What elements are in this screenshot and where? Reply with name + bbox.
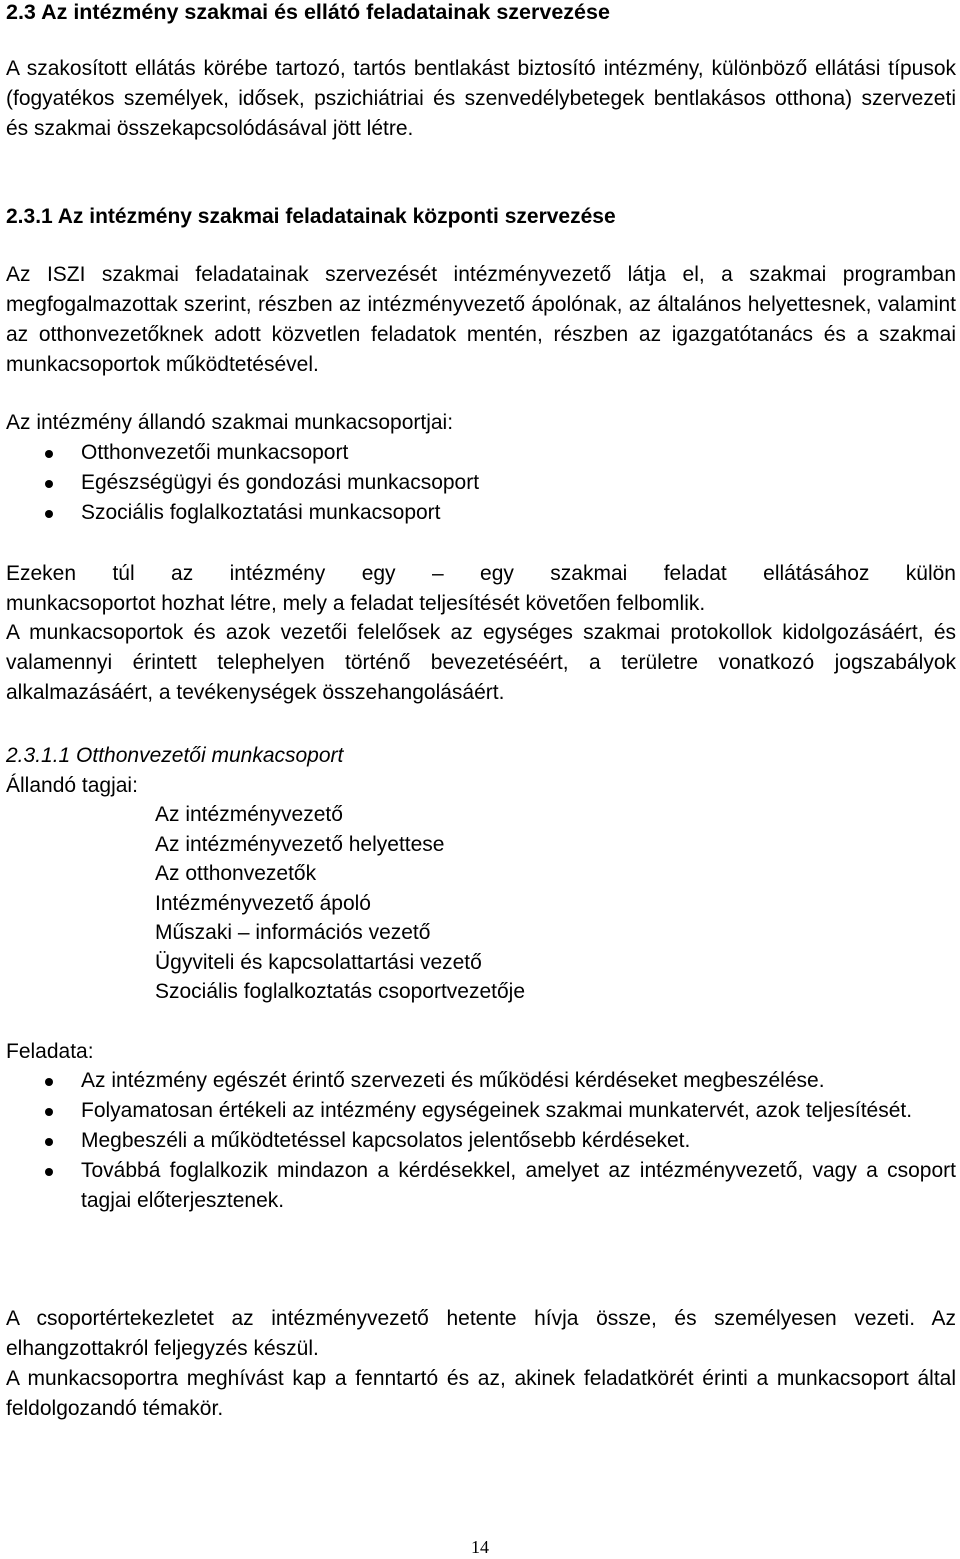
bullet-icon <box>45 450 53 458</box>
members-list <box>155 800 960 1007</box>
groups-list <box>6 438 956 528</box>
paragraph-extra-groups-line1: Ezeken túl az intézmény egy – egy szakmai feladat ellátásához külön <box>6 562 956 585</box>
paragraph-extra-groups-line2: munkacsoportot hozhat létre, mely a feladat teljesítését követően felbomlik. <box>6 592 706 615</box>
paragraph-responsibilities: A munkacsoportok és azok vezetői felelősek az egységes szakmai protokollok kidolgozásáért, és valamennyi érintett telephelyen történő bevezetéséért, a területre vonatkozó jogszabályok alkalmazásáért, a tevékenységek összehangolásáért. <box>6 621 956 704</box>
intro-paragraph: A szakosított ellátás körébe tartozó, tartós bentlakást biztosító intézmény, különböző ellátási típusok (fogyatékos személyek, idősek, pszichiátriai és szenvedélybetegek bentlakásos otthona) szervezeti és szakmai összekapcsolódásával jött létre. <box>6 57 956 140</box>
task-item: Az intézmény egészét érintő szervezeti és működési kérdéseket megbeszélése. <box>6 1066 956 1096</box>
task-item: Továbbá foglalkozik mindazon a kérdésekkel, amelyet az intézményvezető, vagy a csoport tagjai előterjesztenek. <box>6 1156 956 1216</box>
member-item: Szociális foglalkoztatás csoportvezetője <box>155 980 526 1003</box>
tasks-label: Feladata: <box>6 1040 94 1063</box>
groups-intro: Az intézmény állandó szakmai munkacsoportjai: <box>6 411 454 434</box>
bullet-icon <box>45 1138 53 1146</box>
members-label: Állandó tagjai: <box>6 774 138 797</box>
member-item: Az intézményvezető <box>155 803 343 826</box>
bullet-icon <box>45 1108 53 1116</box>
list-item: Szociális foglalkoztatási munkacsoport <box>6 498 956 528</box>
bullet-icon <box>45 1078 53 1086</box>
task-item: Megbeszéli a működtetéssel kapcsolatos jelentősebb kérdéseket. <box>6 1126 956 1156</box>
subsection-title: 2.3.1 Az intézmény szakmai feladatainak központi szervezése <box>6 205 616 228</box>
member-item: Műszaki – információs vezető <box>155 921 431 944</box>
member-item: Intézményvezető ápoló <box>155 891 371 915</box>
member-item: Ügyviteli és kapcsolattartási vezető <box>155 950 482 974</box>
subsubsection-title: 2.3.1.1 Otthonvezetői munkacsoport <box>6 744 344 767</box>
bullet-icon <box>45 1168 53 1176</box>
member-item: Az intézményvezető helyettese <box>155 832 445 856</box>
paragraph-invitation: A munkacsoportra meghívást kap a fenntartó és az, akinek feladatkörét érinti a munkacsoport által feldolgozandó témakör. <box>6 1367 956 1420</box>
member-item: Az otthonvezetők <box>155 862 317 885</box>
paragraph-meeting: A csoportértekezletet az intézményvezető hetente hívja össze, és személyesen vezeti. Az elhangzottakról feljegyzés készül. <box>6 1307 956 1360</box>
paragraph-organization: Az ISZI szakmai feladatainak szervezését intézményvezető látja el, a szakmai programban megfogalmazottak szerint, részben az intézményvezető ápolónak, az általános helyettesnek, valamint az otthonvezetőknek adott közvetlen feladatok mentén, részben az igazgatótanács és a szakmai munkacsoportok működtetésével. <box>6 263 956 376</box>
bullet-icon <box>45 510 53 518</box>
list-item: Otthonvezetői munkacsoport <box>6 438 956 468</box>
list-item: Egészségügyi és gondozási munkacsoport <box>6 468 956 498</box>
tasks-list <box>6 1066 956 1216</box>
task-item: Folyamatosan értékeli az intézmény egységeinek szakmai munkatervét, azok teljesítését. <box>6 1096 956 1126</box>
bullet-icon <box>45 480 53 488</box>
page-number: 14 <box>471 1537 489 1557</box>
section-title: 2.3 Az intézmény szakmai és ellátó feladatainak szervezése <box>6 0 610 24</box>
